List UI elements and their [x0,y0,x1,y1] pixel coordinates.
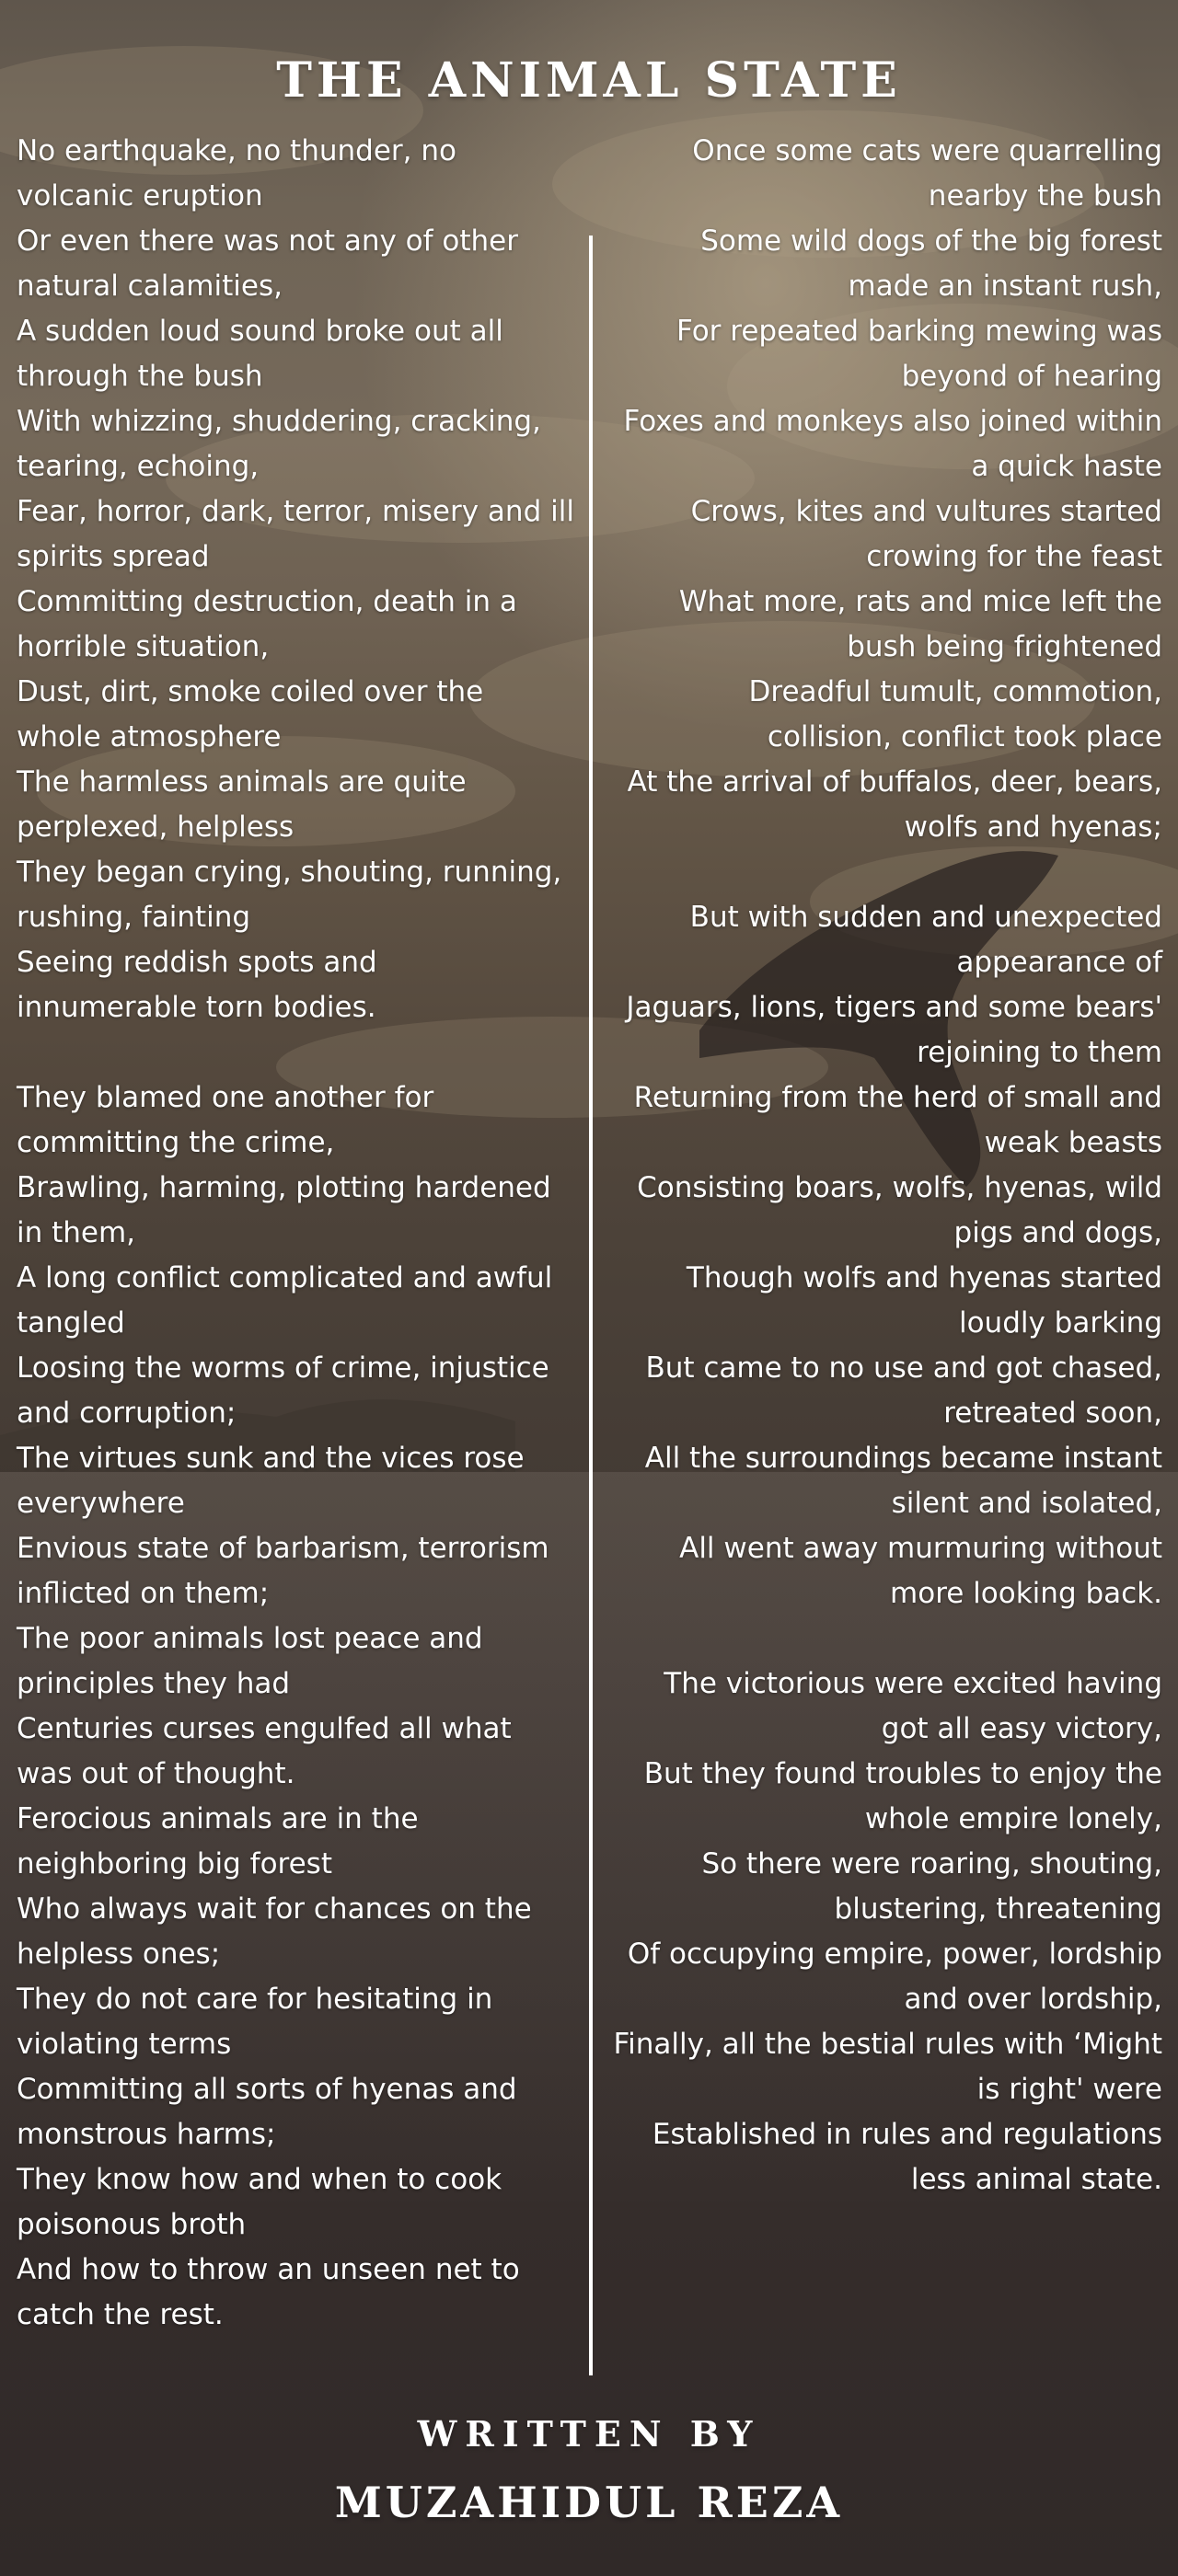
poem-title: THE ANIMAL STATE [276,52,902,109]
right-stanza-1: Once some cats were quarrelling nearby the bush Some wild dogs of the big forest made an instant rush, For repeated barking mewing was beyond of hearing Foxes and monkeys also joined within a quick haste Crows, kites and vultures started crowing for the feast What more, rats and mice left the bush being frightened Dreadful tumult, commotion, collision, conflict took place At the arrival of buffalos, deer, bears, wolfs and hyenas; [623,134,1162,844]
left-stanza-2: They blamed one another for committing the crime, Brawling, harming, plotting hardened in them, A long conflict complicated and awful tangled Loosing the worms of crime, injustice and corruption; The virtues sunk and the vices rose everywhere Envious state of barbarism, terrorism inflicted on them; The poor animals lost peace and principles they had Centuries curses engulfed all what was out of thought. [17,1081,553,1790]
left-stanza-3: Ferocious animals are in the neighboring big forest Who always wait for chances on the helpless ones; They do not care for hesitating in violating terms Committing all sorts of hyenas and monstrous harms; They know how and when to cook poisonous broth And how to throw an unseen net to catch the rest. [17,1802,532,2331]
column-divider [589,236,593,2375]
author-name: MUZAHIDUL REZA [334,2478,844,2527]
left-stanza-1: No earthquake, no thunder, no volcanic eruption Or even there was not any of other natural calamities, A sudden loud sound broke out all through the bush With whizzing, shuddering, cracking, tearing, echoing, Fear, horror, dark, terror, misery and ill spirits spread Committing destruction, death in a horrible situation, Dust, dirt, smoke coiled over the whole atmosphere The harmless animals are quite perplexed, helpless They began crying, shouting, running, rushing, fainting Seeing reddish spots and innumerable torn bodies. [17,134,574,1024]
right-stanza-3: The victorious were excited having got all easy victory, But they found troubles to enjoy the whole empire lonely, So there were roaring, shouting, blustering, threatening Of occupying empire, power, lordship and over lordship, Finally, all the bestial rules with ‘Might is right' were Established in rules and regulations less animal state. [613,1667,1162,2196]
written-by-label: WRITTEN BY [417,2413,761,2455]
right-stanza-2: But with sudden and unexpected appearance of Jaguars, lions, tigers and some bears' rejoining to them Returning from the herd of small and weak beasts Consisting boars, wolfs, hyenas, wild pigs and dogs, Though wolfs and hyenas started loudly barking But came to no use and got chased, retreated soon, All the surroundings became instant silent and isolated, All went away murmuring without more looking back. [626,901,1162,1610]
